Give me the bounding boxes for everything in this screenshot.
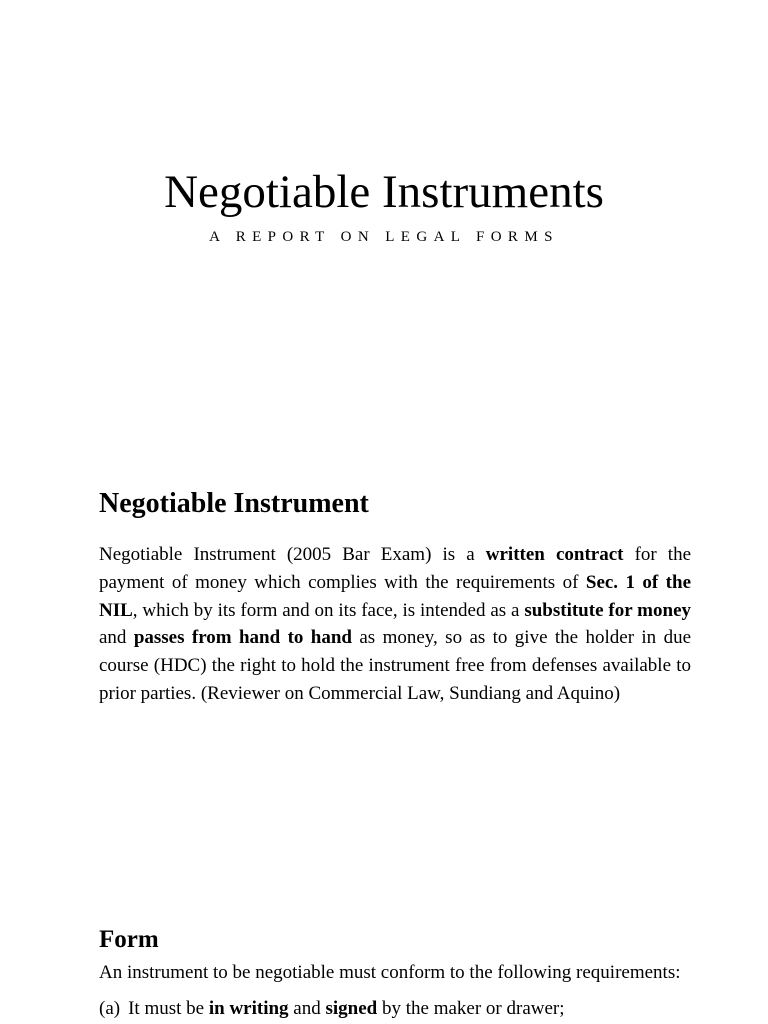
bold-term-in-writing: in writing <box>208 998 289 1019</box>
section-heading-form: Form <box>99 926 159 953</box>
bold-term-signed: signed <box>325 998 378 1019</box>
requirement-text: and <box>288 998 326 1019</box>
bold-term-written-contract: written contract <box>485 544 624 565</box>
bold-term-substitute-for-money: substitute for money <box>524 599 691 621</box>
requirement-item <box>99 995 699 1022</box>
paragraph-text: for the payment of money which complies with the requirements of <box>99 544 692 593</box>
requirement-text: by the maker or drawer; <box>377 998 565 1019</box>
list-marker: (a) <box>99 998 121 1019</box>
definition-paragraph <box>99 541 691 708</box>
section-heading-negotiable-instrument: Negotiable Instrument <box>99 488 369 519</box>
paragraph-text: and <box>99 627 134 649</box>
paragraph-text: as money, so as to give the holder in due course (HDC) the right to hold the instrument free from defenses available to prior parties. (Reviewer on Commercial Law, Sundiang and Aquino) <box>99 627 691 704</box>
paragraph-text: , which by its form and on its face, is intended as a <box>132 599 525 621</box>
form-intro-text: An instrument to be negotiable must conform to the following requirements: <box>99 962 681 983</box>
requirement-text: It must be <box>128 998 209 1019</box>
document-subtitle: A REPORT ON LEGAL FORMS <box>209 229 559 245</box>
document-title: Negotiable Instruments <box>164 166 604 218</box>
bold-term-sec-1-nil: Sec. 1 of the NIL <box>99 571 692 621</box>
bold-term-passes-hand-to-hand: passes from hand to hand <box>133 627 352 649</box>
paragraph-text: Negotiable Instrument (2005 Bar Exam) is a <box>99 544 486 565</box>
